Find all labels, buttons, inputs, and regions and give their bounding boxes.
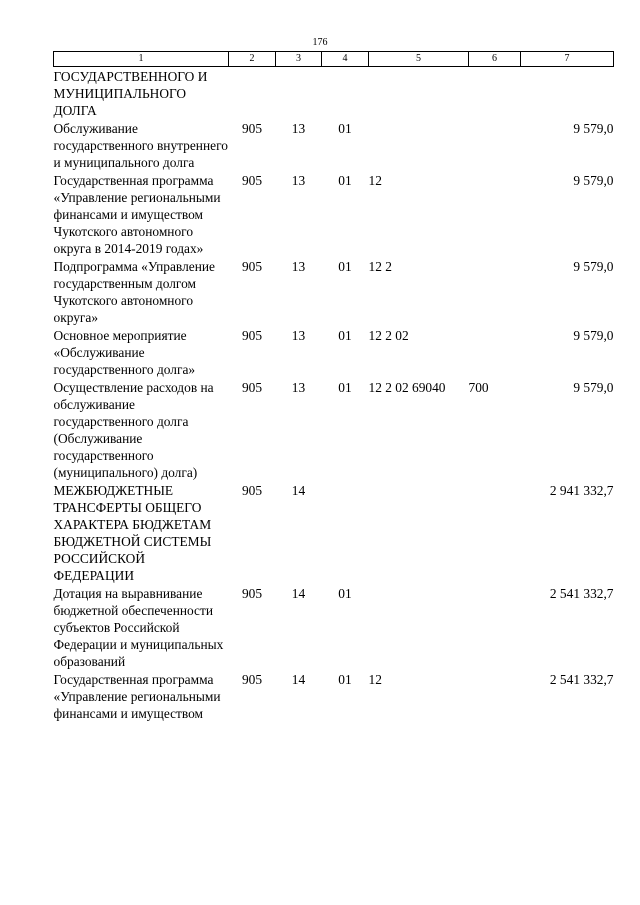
row-ministry-code: 905 — [241, 328, 263, 343]
row-target-code: 12 2 02 69040 — [368, 380, 446, 395]
row-target-code: 12 — [368, 173, 382, 188]
row-expense-type: 700 — [468, 380, 489, 395]
row-target-code: 12 2 02 — [368, 328, 409, 343]
row-name: Подпрограмма «Управление государственным долгом Чукотского автономного округа» — [53, 259, 215, 325]
table-row — [54, 257, 614, 326]
row-name: Дотация на выравнивание бюджетной обеспеченности субъектов Российской Федерации и муниципальных образований — [53, 586, 224, 669]
table-row — [54, 67, 614, 120]
row-amount: 9 579,0 — [573, 121, 614, 136]
header-col-2: 2 — [229, 52, 276, 67]
table-row — [54, 119, 614, 171]
row-ministry-code: 905 — [241, 380, 263, 395]
row-section-code: 13 — [291, 328, 306, 343]
row-expense-type — [469, 171, 521, 257]
row-section-code: 13 — [291, 173, 306, 188]
row-expense-type — [469, 326, 521, 378]
table-row — [54, 326, 614, 378]
row-expense-type — [469, 119, 521, 171]
header-col-1: 1 — [54, 52, 229, 67]
row-amount: 9 579,0 — [573, 380, 614, 395]
row-section-code — [276, 67, 322, 120]
row-name: Государственная программа «Управление региональными финансами и имуществом — [53, 672, 221, 721]
row-amount: 9 579,0 — [573, 259, 614, 274]
row-target-code: 12 — [368, 672, 382, 687]
row-expense-type — [469, 481, 521, 584]
row-target-code — [369, 67, 469, 120]
row-name: МЕЖБЮДЖЕТНЫЕ ТРАНСФЕРТЫ ОБЩЕГО ХАРАКТЕРА БЮДЖЕТАМ БЮДЖЕТНОЙ СИСТЕМЫ РОССИЙСКОЙ ФЕДЕРАЦИИ — [53, 483, 212, 583]
row-name: Обслуживание государственного внутреннего и муниципального долга — [53, 121, 228, 170]
row-section-code: 14 — [291, 483, 306, 498]
row-target-code: 12 2 — [368, 259, 392, 274]
row-subsection-code — [322, 481, 369, 584]
row-ministry-code: 905 — [241, 121, 263, 136]
row-expense-type — [469, 257, 521, 326]
row-name: Осуществление расходов на обслуживание государственного долга (Обслуживание государственного (муниципального) долга) — [53, 380, 214, 480]
row-subsection-code: 01 — [338, 259, 352, 274]
table-row — [54, 171, 614, 257]
header-col-5: 5 — [369, 52, 469, 67]
row-amount: 9 579,0 — [573, 328, 614, 343]
row-expense-type — [469, 584, 521, 670]
row-target-code — [369, 584, 469, 670]
row-ministry-code — [229, 67, 276, 120]
table-row — [54, 481, 614, 584]
row-subsection-code: 01 — [338, 672, 352, 687]
row-ministry-code: 905 — [241, 259, 263, 274]
row-expense-type — [469, 67, 521, 120]
row-name: Государственная программа «Управление региональными финансами и имуществом Чукотского автономного округа в 2014-2019 годах» — [53, 173, 221, 256]
row-amount: 2 941 332,7 — [549, 483, 614, 498]
header-col-4: 4 — [322, 52, 369, 67]
row-section-code: 13 — [291, 380, 306, 395]
row-subsection-code: 01 — [338, 328, 352, 343]
row-ministry-code: 905 — [241, 586, 263, 601]
table-row — [54, 670, 614, 722]
row-subsection-code: 01 — [338, 380, 352, 395]
row-section-code: 14 — [291, 586, 306, 601]
row-ministry-code: 905 — [241, 173, 263, 188]
row-subsection-code — [322, 67, 369, 120]
row-section-code: 14 — [291, 672, 306, 687]
row-ministry-code: 905 — [241, 672, 263, 687]
row-name: ГОСУДАРСТВЕННОГО И МУНИЦИПАЛЬНОГО ДОЛГА — [53, 69, 208, 118]
budget-table — [53, 51, 614, 722]
table-row — [54, 378, 614, 481]
header-col-6: 6 — [469, 52, 521, 67]
row-subsection-code: 01 — [338, 121, 352, 136]
page-number: 176 — [312, 37, 328, 48]
row-expense-type — [469, 670, 521, 722]
row-target-code — [369, 481, 469, 584]
row-amount: 9 579,0 — [573, 173, 614, 188]
row-amount: 2 541 332,7 — [549, 672, 614, 687]
row-subsection-code: 01 — [338, 173, 352, 188]
row-subsection-code: 01 — [338, 586, 352, 601]
row-name: Основное мероприятие «Обслуживание государственного долга» — [53, 328, 196, 377]
row-section-code: 13 — [291, 259, 306, 274]
header-col-3: 3 — [276, 52, 322, 67]
table-header-row — [54, 52, 614, 67]
row-ministry-code: 905 — [241, 483, 263, 498]
row-amount — [521, 67, 614, 120]
row-section-code: 13 — [291, 121, 306, 136]
row-target-code — [369, 119, 469, 171]
table-row — [54, 584, 614, 670]
header-col-7: 7 — [521, 52, 614, 67]
row-amount: 2 541 332,7 — [549, 586, 614, 601]
